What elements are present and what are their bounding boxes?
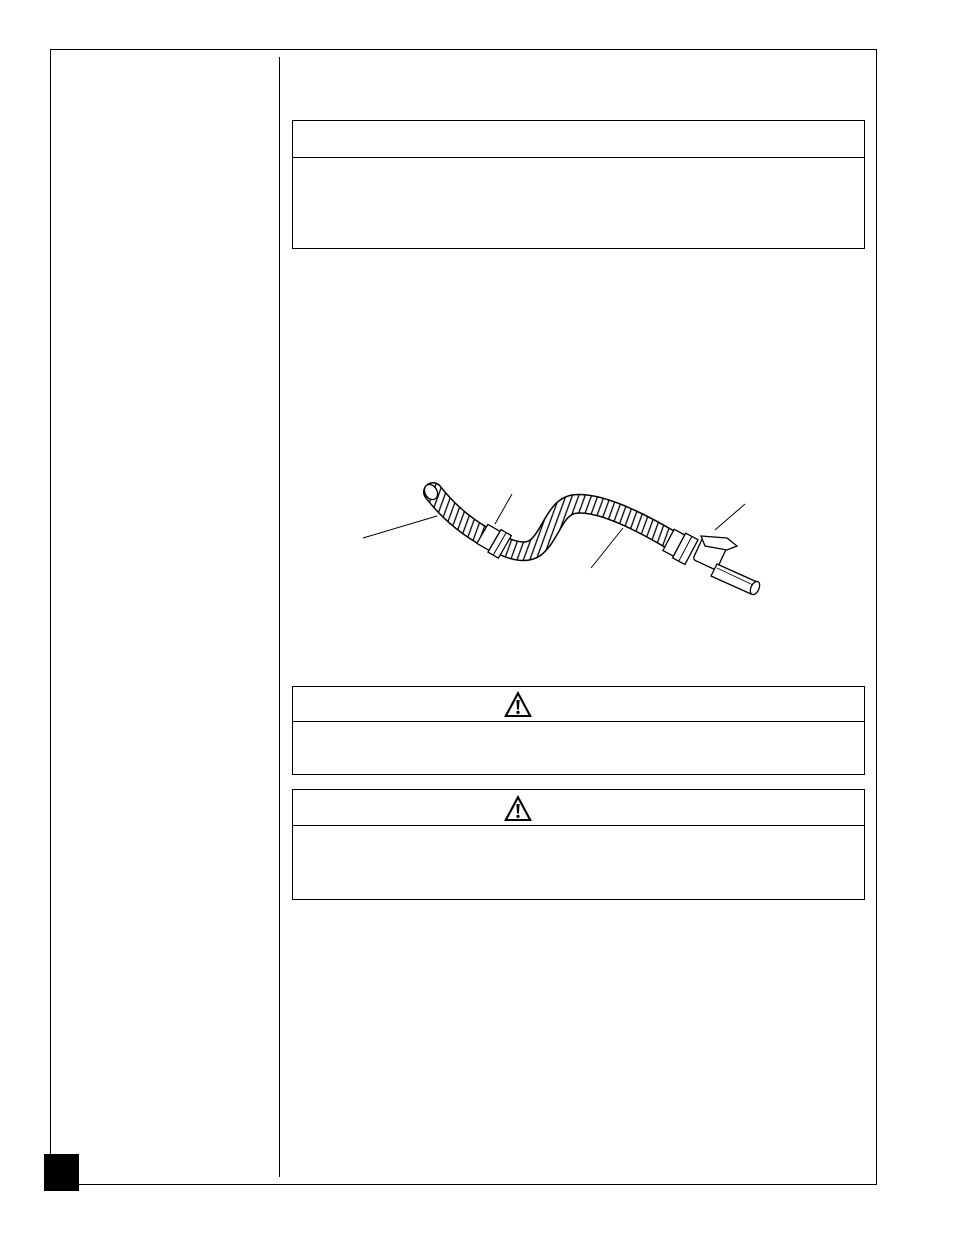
warning-box-1-body xyxy=(293,722,864,734)
callout-leader-hose-end xyxy=(363,516,437,538)
column-divider xyxy=(279,57,280,1177)
warning-box-1-header xyxy=(293,687,864,722)
callout-leader-flex-hose xyxy=(591,528,623,568)
warning-triangle-icon xyxy=(503,690,533,718)
warning-box-2-header xyxy=(293,790,864,826)
warning-box-1 xyxy=(292,686,865,775)
callout-leader-fitting-left xyxy=(495,494,512,524)
notice-box-body xyxy=(293,158,864,170)
warning-triangle-icon xyxy=(503,794,533,822)
shutoff-valve xyxy=(693,536,762,596)
warning-box-2-body xyxy=(293,826,864,838)
warning-box-2 xyxy=(292,789,865,900)
page-number-tab xyxy=(44,1154,79,1191)
notice-box-header xyxy=(293,121,864,158)
callout-leader-valve xyxy=(715,504,745,530)
notice-box xyxy=(292,120,865,249)
gas-hose-figure xyxy=(355,470,785,610)
